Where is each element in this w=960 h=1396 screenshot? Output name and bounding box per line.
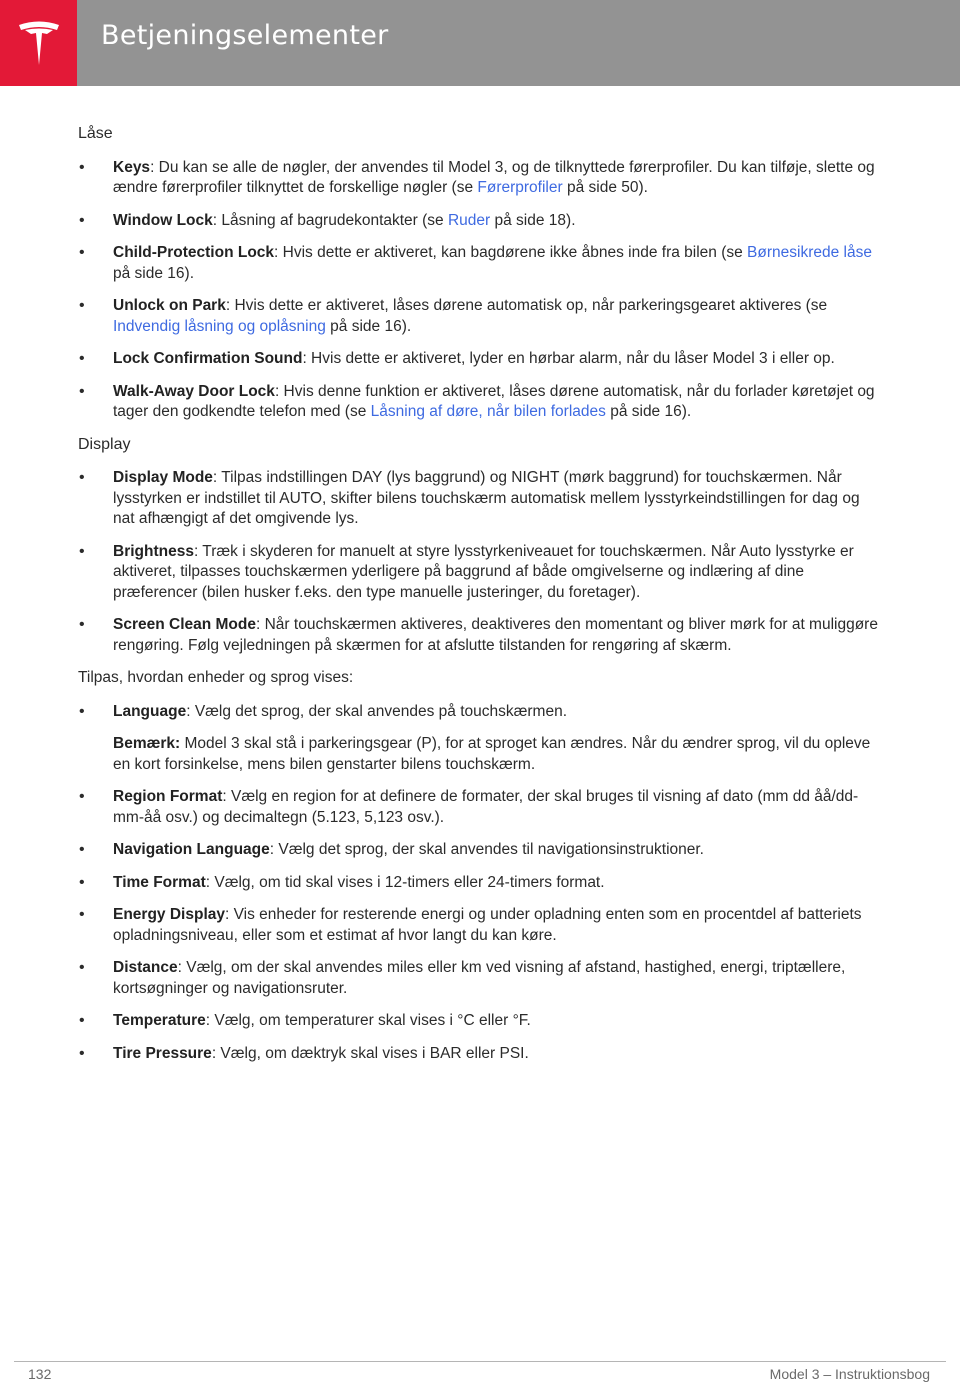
list-item: [78, 702, 878, 723]
item-text: : Vælg det sprog, der skal anvendes på touchskærmen.: [186, 702, 568, 720]
term-keys: Keys: [113, 158, 151, 176]
item-text: : Vælg en region for at definere de formater, der skal bruges til visning af dato (mm dd åå/dd-mm-åå osv.) og decimaltegn (5.123, 5,123 osv.).: [113, 788, 859, 826]
term-lock-confirmation-sound: Lock Confirmation Sound: [113, 350, 303, 367]
list-item: [78, 905, 878, 946]
footer-divider: [14, 1361, 946, 1362]
item-text: : Tilpas indstillingen DAY (lys baggrund) og NIGHT (mørk baggrund) for touchskærmen. Når lysstyrken er indstillet til AUTO, skifter bilens touchskærm automatisk mellem lysstyrkeindstillingen for dag og nat afhængigt af det omgivende lys.: [113, 469, 860, 527]
term-display-mode: Display Mode: [113, 469, 213, 486]
item-text: : Vælg, om temperaturer skal vises i °C eller °F.: [205, 1012, 531, 1029]
link-indvendig-laasning[interactable]: Indvendig låsning og oplåsning: [113, 317, 326, 335]
list-item: [78, 243, 878, 284]
item-text-after: på side 18).: [490, 211, 576, 229]
list-item: [78, 468, 878, 530]
term-time-format: Time Format: [113, 873, 206, 891]
list-item: [78, 1044, 878, 1065]
item-text: : Vælg, om tid skal vises i 12-timers eller 24-timers format.: [205, 873, 605, 891]
note-paragraph: [78, 734, 878, 775]
page-header: [0, 0, 960, 86]
list-item: [78, 542, 878, 604]
item-text: : Når touchskærmen aktiveres, deaktiveres den momentant og bliver mørk for at muliggøre rengøring. Følg vejledningen på skærmen for at afslutte tilstanden for rengøring af skærm.: [113, 616, 878, 654]
footer-title: Model 3 – Instruktionsbog: [769, 1366, 930, 1382]
link-foererprofiler[interactable]: Førerprofiler: [477, 179, 563, 196]
item-text-after: på side 50).: [562, 179, 648, 196]
term-walk-away-door-lock: Walk-Away Door Lock: [113, 382, 275, 400]
item-text: : Vis enheder for resterende energi og under opladning enten som en procentdel af batteriets opladningsniveau, eller som et estimat af hvor langt du kan køre.: [113, 906, 862, 944]
list-item: [78, 1011, 878, 1032]
page-title: Betjeningselementer: [101, 20, 389, 51]
link-boernesikrede-laase[interactable]: Børnesikrede låse: [747, 244, 872, 261]
term-region-format: Region Format: [113, 788, 223, 805]
item-text-after: på side 16).: [605, 403, 692, 420]
list-item: [78, 296, 878, 337]
item-text: : Låsning af bagrudekontakter (se: [212, 211, 448, 229]
item-text: : Du kan se alle de nøgler, der anvendes til Model 3, og de tilknyttede førerprofiler. Du kan tilføje, slette og ændre førerprofiler tilknyttet de forskellige nøgler (se: [113, 158, 875, 196]
document-body: [78, 124, 878, 1076]
item-text: : Vælg, om dæktryk skal vises i BAR eller PSI.: [211, 1044, 529, 1062]
term-brightness: Brightness: [113, 542, 194, 560]
list-item: [78, 873, 878, 894]
term-temperature: Temperature: [113, 1012, 206, 1029]
term-child-protection-lock: Child-Protection Lock: [113, 244, 275, 261]
item-text: : Vælg det sprog, der skal anvendes til navigationsinstruktioner.: [269, 841, 704, 858]
list-item: [78, 211, 878, 232]
page-number: 132: [28, 1366, 52, 1382]
term-tire-pressure: Tire Pressure: [113, 1044, 212, 1062]
list-item: [78, 158, 878, 199]
item-text-after: på side 16).: [325, 317, 412, 335]
link-laasning-af-doere[interactable]: Låsning af døre, når bilen forlades: [370, 403, 606, 420]
term-energy-display: Energy Display: [113, 906, 225, 923]
list-item: [78, 382, 878, 423]
list-item: [78, 349, 878, 370]
term-screen-clean-mode: Screen Clean Mode: [113, 616, 256, 633]
item-text: : Hvis dette er aktiveret, kan bagdørene ikke åbnes inde fra bilen (se: [274, 244, 748, 261]
list-item: [78, 840, 878, 861]
brand-logo-box: [0, 0, 77, 86]
tesla-logo-icon: [17, 19, 61, 67]
item-text: : Hvis dette er aktiveret, låses dørene automatisk op, når parkeringsgearet aktiveres (se: [225, 297, 828, 314]
term-unlock-on-park: Unlock on Park: [113, 297, 226, 314]
item-text: : Træk i skyderen for manuelt at styre lysstyrkeniveauet for touchskærmen. Når Auto lysstyrke er aktiveret, tilpasses touchskærmen yderligere på baggrund af både omgivelserne og indlæring af dine præferencer (bilen husker f.eks. den type manuelle justeringer, du foretager).: [113, 542, 854, 601]
note-label: Bemærk:: [113, 735, 181, 752]
term-window-lock: Window Lock: [113, 211, 213, 229]
term-language: Language: [113, 702, 187, 720]
term-navigation-language: Navigation Language: [113, 841, 270, 858]
item-text: : Hvis denne funktion er aktiveret, låses dørene automatisk, når du forlader køretøjet og tager den godkendte telefon med (se: [113, 382, 875, 420]
section-heading-lock: Låse: [78, 125, 113, 142]
item-text: : Hvis dette er aktiveret, lyder en hørbar alarm, når du låser Model 3 i eller op.: [302, 350, 835, 367]
link-ruder[interactable]: Ruder: [447, 211, 491, 229]
term-distance: Distance: [113, 959, 178, 976]
item-text-after: på side 16).: [113, 264, 194, 282]
list-item: [78, 958, 878, 999]
note-text: Model 3 skal stå i parkeringsgear (P), for at sproget kan ændres. Når du ændrer sprog, vil du opleve en kort forsinkelse, mens bilen genstarter bilens touchskærm.: [113, 735, 871, 773]
section-heading-display: Display: [78, 435, 131, 453]
units-intro: Tilpas, hvordan enheder og sprog vises:: [78, 669, 354, 686]
list-item: [78, 615, 878, 656]
list-item: [78, 787, 878, 828]
item-text: : Vælg, om der skal anvendes miles eller km ved visning af afstand, hastighed, energi, triptællere, kortsøgninger og navigationsruter.: [113, 959, 846, 997]
